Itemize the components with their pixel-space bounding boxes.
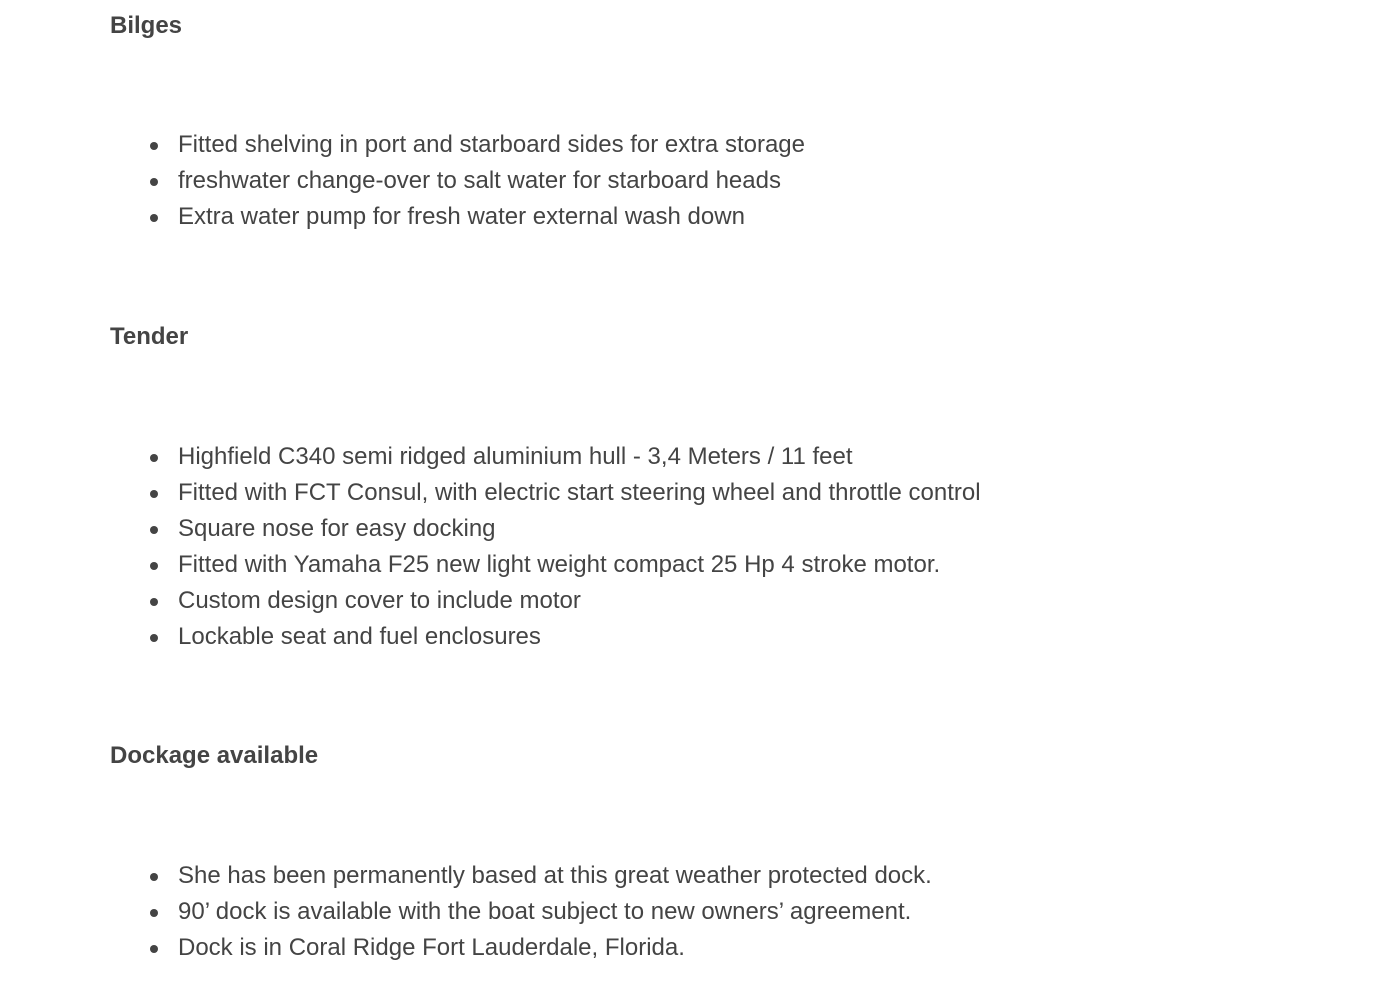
list-item-text: Highfield C340 semi ridged aluminium hull - 3,4 Meters / 11 feet (178, 443, 853, 470)
bullet-icon (150, 526, 158, 534)
list-item-text: freshwater change-over to salt water for starboard heads (178, 167, 781, 194)
list-item-text: Lockable seat and fuel enclosures (178, 623, 541, 650)
bullet-icon (150, 178, 158, 186)
list-item (110, 511, 981, 547)
bullet-icon (150, 562, 158, 570)
list-item (110, 619, 981, 655)
bullet-icon (150, 214, 158, 222)
list-item-text: Fitted with Yamaha F25 new light weight compact 25 Hp 4 stroke motor. (178, 551, 941, 578)
list-item-text: Extra water pump for fresh water external wash down (178, 203, 745, 230)
list-item (110, 547, 981, 583)
section-heading-dockage: Dockage available (110, 742, 319, 769)
list-item (110, 439, 981, 475)
bullet-icon (150, 634, 158, 642)
section-heading-tender: Tender (110, 323, 189, 350)
list-item-text: She has been permanently based at this great weather protected dock. (178, 862, 932, 889)
bullet-icon (150, 909, 158, 917)
bullet-icon (150, 454, 158, 462)
list-item (110, 475, 981, 511)
list-item-text: Fitted with FCT Consul, with electric start steering wheel and throttle control (178, 479, 981, 506)
bilges-list (110, 127, 805, 235)
list-item-text: Fitted shelving in port and starboard sides for extra storage (178, 131, 805, 158)
list-item (110, 127, 805, 163)
list-item-text: 90’ dock is available with the boat subject to new owners’ agreement. (178, 898, 912, 925)
list-item (110, 858, 932, 894)
list-item (110, 583, 981, 619)
bullet-icon (150, 490, 158, 498)
list-item (110, 199, 805, 235)
list-item (110, 930, 932, 966)
bullet-icon (150, 142, 158, 150)
section-heading-bilges: Bilges (110, 12, 183, 39)
bullet-icon (150, 598, 158, 606)
list-item-text: Square nose for easy docking (178, 515, 496, 542)
list-item-text: Dock is in Coral Ridge Fort Lauderdale, Florida. (178, 934, 685, 961)
list-item-text: Custom design cover to include motor (178, 587, 581, 614)
list-item (110, 163, 805, 199)
list-item (110, 894, 932, 930)
tender-list (110, 439, 981, 655)
dockage-list (110, 858, 932, 966)
bullet-icon (150, 945, 158, 953)
bullet-icon (150, 873, 158, 881)
